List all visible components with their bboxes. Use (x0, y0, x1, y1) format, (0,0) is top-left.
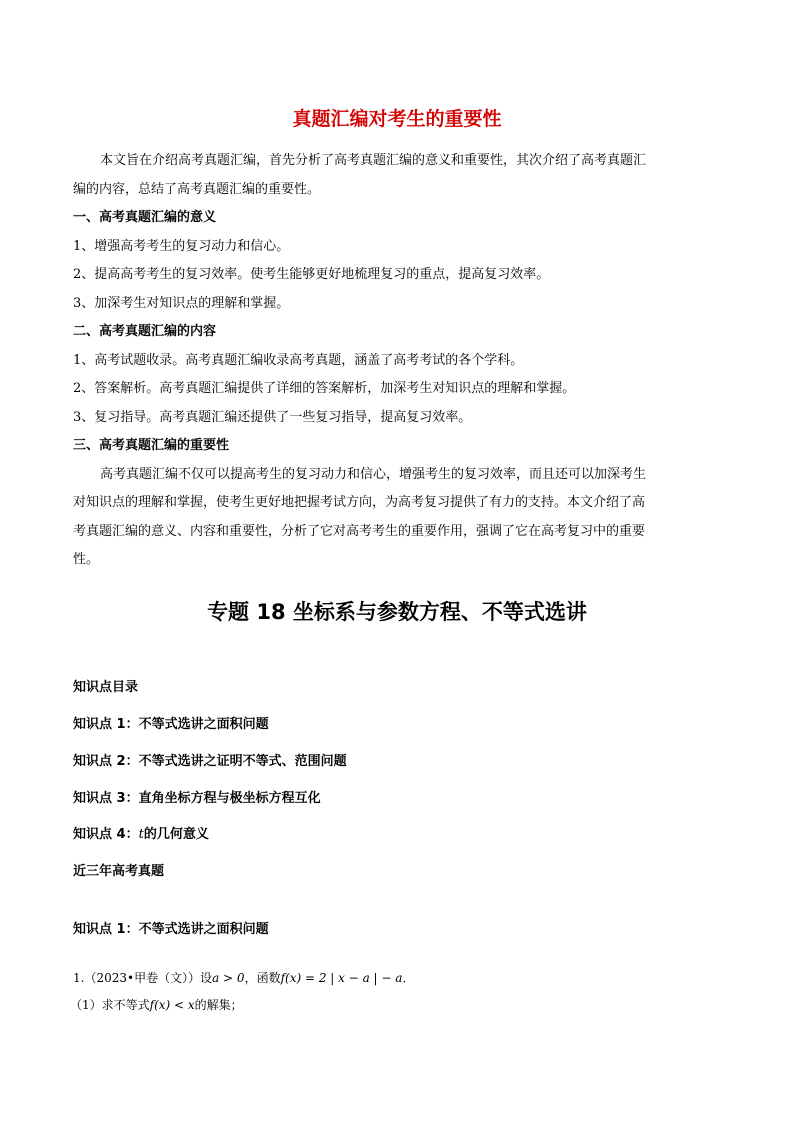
part-prefix: （1）求不等式 (70, 998, 150, 1012)
question-mid: ，函数 (244, 971, 281, 985)
toc-item: 知识点 2：不等式选讲之证明不等式、范围问题 (73, 754, 347, 769)
toc-item: 知识点 3：直角坐标方程与极坐标方程互化 (73, 791, 321, 806)
intro-title: 真题汇编对考生的重要性 (292, 108, 502, 130)
question-1 (73, 969, 414, 986)
math-function: f(x) = 2 | x − a | − a (280, 971, 403, 985)
conclusion-paragraph-line: 高考真题汇编不仅可以提高考生的复习动力和信心，增强考生的复习效率，而且还可以加深考生 (100, 467, 647, 482)
part-suffix: 的解集； (194, 998, 243, 1012)
conclusion-paragraph-line: 对知识点的理解和掌握，使考生更好地把握考试方向，为高考复习提供了有力的支持。本文介绍了高 (73, 495, 646, 510)
toc-heading: 知识点目录 (73, 680, 139, 695)
question-1-part-1 (70, 996, 243, 1013)
conclusion-paragraph-line: 性。 (73, 552, 100, 567)
toc-item: 近三年高考真题 (73, 864, 165, 879)
section-heading-content: 二、高考真题汇编的内容 (73, 324, 217, 339)
list-item: 2、提高高考考生的复习效率。使考生能够更好地梳理复习的重点，提高复习效率。 (73, 267, 550, 282)
section-heading-meaning: 一、高考真题汇编的意义 (73, 210, 217, 225)
question-prefix: 1.（2023•甲卷（文））设 (73, 971, 213, 985)
section-heading-importance: 三、高考真题汇编的重要性 (73, 438, 230, 453)
math-condition: a > 0 (212, 971, 245, 985)
toc-item (73, 823, 209, 842)
topic-title: 专题 18 坐标系与参数方程、不等式选讲 (207, 600, 587, 624)
toc-item-suffix: 的几何意义 (143, 827, 209, 842)
list-item: 3、加深考生对知识点的理解和掌握。 (73, 296, 290, 311)
intro-paragraph-line: 本文旨在介绍高考真题汇编，首先分析了高考真题汇编的意义和重要性，其次介绍了高考真题汇 (100, 153, 647, 168)
toc-item: 知识点 1：不等式选讲之面积问题 (73, 717, 269, 732)
list-item: 1、高考试题收录。高考真题汇编收录高考真题，涵盖了高考考试的各个学科。 (73, 353, 524, 368)
list-item: 1、增强高考考生的复习动力和信心。 (73, 239, 290, 254)
list-item: 3、复习指导。高考真题汇编还提供了一些复习指导，提高复习效率。 (73, 410, 472, 425)
toc-item-label: 知识点 4： (73, 827, 139, 842)
math-inequality: f(x) < x (149, 998, 195, 1012)
list-item: 2、答案解析。高考真题汇编提供了详细的答案解析，加深考生对知识点的理解和掌握。 (73, 381, 576, 396)
section-heading-knowledge-point-1: 知识点 1：不等式选讲之面积问题 (73, 922, 269, 937)
intro-paragraph-line: 编的内容，总结了高考真题汇编的重要性。 (73, 182, 321, 197)
conclusion-paragraph-line: 考真题汇编的意义、内容和重要性，分析了它对高考考生的重要作用，强调了它在高考复习中的重要 (73, 524, 646, 539)
question-end: ． (402, 971, 415, 985)
math-variable: t (138, 827, 144, 842)
